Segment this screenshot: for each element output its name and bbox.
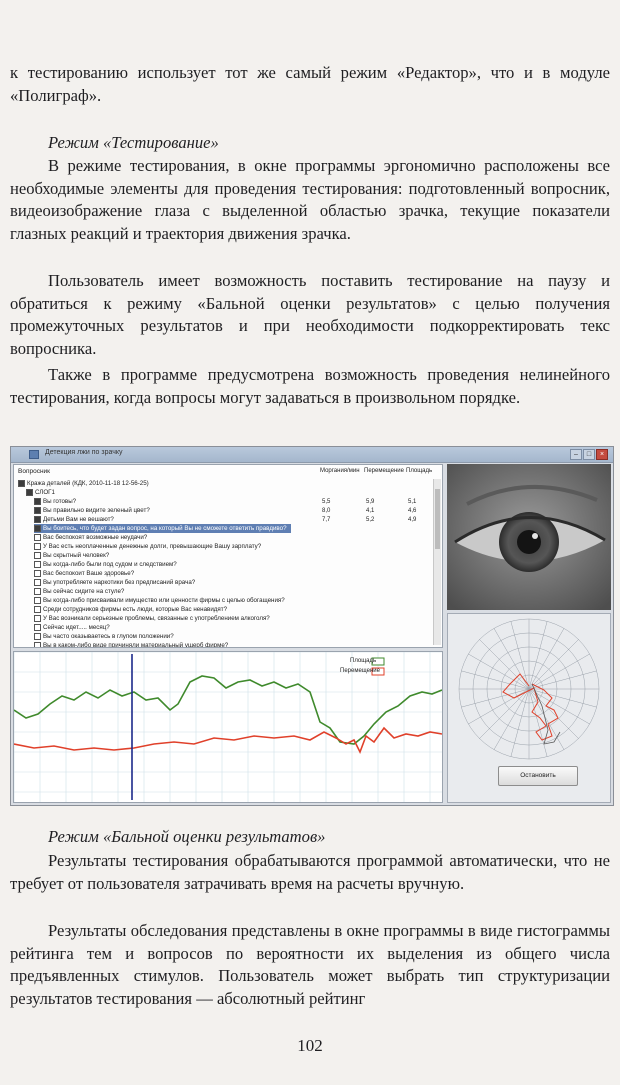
checkbox-icon[interactable] bbox=[34, 570, 41, 577]
legend-movement: Перемещение bbox=[340, 668, 380, 674]
tree-item-label: Сейчас идет..... месяц? bbox=[43, 624, 110, 631]
tree-item-label: Вы сейчас сидите на стуле? bbox=[43, 588, 125, 595]
tree-item-label: Вы скрытный человек? bbox=[43, 552, 110, 559]
heading-scoring-mode: Режим «Бальной оценки результатов» bbox=[48, 827, 326, 846]
value-cell: 5,5 bbox=[322, 499, 331, 505]
checkbox-icon[interactable] bbox=[34, 498, 41, 505]
value-cell: 5,2 bbox=[366, 517, 375, 523]
question-item[interactable] bbox=[34, 551, 109, 560]
question-item[interactable] bbox=[34, 623, 110, 632]
paragraph-3: Пользователь имеет возможность поставить тестирование на паузу и обратиться к режиму «Бальной оценки результатов» с целью получения промежуточных результатов и при необходимости подкорректировать текс вопросника. bbox=[10, 271, 610, 358]
tree-item-label: Вас беспокоит Ваше здоровье? bbox=[43, 570, 135, 577]
tree-item-label: Вы часто оказываетесь в глупом положении? bbox=[43, 633, 174, 640]
checkbox-icon[interactable] bbox=[34, 606, 41, 613]
value-cell: 4,6 bbox=[408, 508, 417, 514]
question-item[interactable] bbox=[34, 560, 177, 569]
vertical-scrollbar[interactable] bbox=[433, 479, 441, 645]
eye-video bbox=[447, 464, 611, 610]
pupil-trajectory-plot bbox=[447, 613, 611, 803]
tree-item-label: Детьми Вам не вешают? bbox=[43, 516, 114, 523]
checkbox-icon[interactable] bbox=[34, 588, 41, 595]
tree-item-label: СЛОГ1 bbox=[35, 489, 55, 496]
tree-item-label: Вы правильно видите зеленый цвет? bbox=[43, 507, 150, 514]
question-item[interactable] bbox=[34, 569, 134, 578]
question-item[interactable] bbox=[34, 497, 76, 506]
tree-item-label: У Вас есть неоплаченные денежные долги, превышающие Вашу зарплату? bbox=[43, 543, 262, 550]
value-cell: 4,9 bbox=[408, 517, 417, 523]
checkbox-icon[interactable] bbox=[34, 624, 41, 631]
tree-item-label: Вы когда-либо были под судом и следствием? bbox=[43, 561, 177, 568]
question-item[interactable] bbox=[34, 506, 150, 515]
questionnaire-panel bbox=[13, 464, 443, 648]
question-item[interactable] bbox=[34, 524, 291, 533]
tree-group[interactable] bbox=[26, 488, 55, 497]
value-cell: 4,1 bbox=[366, 508, 375, 514]
value-cell: 8,0 bbox=[322, 508, 331, 514]
column-header-movement: Перемещение bbox=[364, 468, 404, 474]
checkbox-icon[interactable] bbox=[34, 534, 41, 541]
paragraph-2: В режиме тестирования, в окне программы эргономично расположены все необходимые элементы для проведения тестирования: подготовленный вопросник, видеоизображение глаза с выделенной областью зрачка, текущие показатели глазных реакций и траектория движения зрачка. bbox=[10, 156, 610, 243]
close-icon[interactable]: × bbox=[596, 449, 608, 460]
tree-item-label: Кража деталей (КДК, 2010-11-18 12-56-25) bbox=[27, 480, 149, 487]
app-icon bbox=[29, 450, 39, 459]
checkbox-icon[interactable] bbox=[34, 615, 41, 622]
checkbox-icon[interactable] bbox=[34, 507, 41, 514]
checkbox-icon[interactable] bbox=[34, 642, 41, 648]
questionnaire-title: Вопросник bbox=[18, 468, 51, 475]
column-header-area: Площадь bbox=[406, 468, 433, 474]
value-cell: 5,1 bbox=[408, 499, 417, 505]
paragraph-1: к тестированию использует тот же самый режим «Редактор», что и в модуле «Полиграф». bbox=[10, 63, 610, 105]
value-cell: 7,7 bbox=[322, 517, 331, 523]
question-item[interactable] bbox=[34, 641, 228, 648]
column-header-blinks: Моргания/мин bbox=[320, 468, 360, 474]
tree-item-label: Вы употребляете наркотики без предписаний врача? bbox=[43, 579, 196, 586]
question-item[interactable] bbox=[34, 578, 195, 587]
window-title: Детекция лжи по зрачку bbox=[45, 449, 123, 456]
tree-item-label: Вас беспокоят возможные неудачи? bbox=[43, 534, 148, 541]
minimize-icon[interactable]: – bbox=[570, 449, 582, 460]
checkbox-icon[interactable] bbox=[26, 489, 33, 496]
window-controls bbox=[570, 449, 610, 460]
tree-item-label: Вы боитесь, что будет задан вопрос, на который Вы не сможете ответить правдиво? bbox=[43, 525, 287, 532]
tree-item-label: Вы когда-либо присваивали имущество или ценности фирмы с целью обогащения? bbox=[43, 597, 285, 604]
tree-root[interactable] bbox=[18, 479, 149, 488]
question-item[interactable] bbox=[34, 515, 114, 524]
checkbox-icon[interactable] bbox=[34, 579, 41, 586]
paragraph-5: Результаты тестирования обрабатываются программой автоматически, что не требует от пользователя затрачивать время на расчеты вручную. bbox=[10, 851, 610, 893]
legend-area: Площадь bbox=[350, 658, 377, 664]
question-item[interactable] bbox=[34, 605, 227, 614]
checkbox-icon[interactable] bbox=[34, 561, 41, 568]
question-item[interactable] bbox=[34, 587, 124, 596]
heading-testing-mode: Режим «Тестирование» bbox=[48, 133, 219, 152]
checkbox-icon[interactable] bbox=[34, 633, 41, 640]
checkbox-icon[interactable] bbox=[18, 480, 25, 487]
question-item[interactable] bbox=[34, 542, 261, 551]
page-number: 102 bbox=[297, 1036, 323, 1055]
question-item[interactable] bbox=[34, 632, 174, 641]
checkbox-icon[interactable] bbox=[34, 543, 41, 550]
checkbox-icon[interactable] bbox=[34, 597, 41, 604]
value-cell: 5,9 bbox=[366, 499, 375, 505]
question-item[interactable] bbox=[34, 533, 147, 542]
question-item[interactable] bbox=[34, 596, 285, 605]
tree-item-label: Вы готовы? bbox=[43, 498, 77, 505]
program-screenshot bbox=[10, 446, 614, 806]
window-titlebar bbox=[11, 447, 613, 463]
maximize-icon[interactable]: □ bbox=[583, 449, 595, 460]
tree-item-label: Среди сотрудников фирмы есть люди, которые Вас ненавидят? bbox=[43, 606, 228, 613]
paragraph-6: Результаты обследования представлены в окне программы в виде гистограммы рейтинга тем и вопросов по вероятности их выделения из общего числа предъявленных стимулов. Пользователь может выбрать тип структуризации результатов тестирования — абсолютный рейтинг bbox=[10, 921, 610, 1008]
checkbox-icon[interactable] bbox=[34, 552, 41, 559]
question-item[interactable] bbox=[34, 614, 270, 623]
stop-button[interactable]: Остановить bbox=[498, 766, 578, 786]
checkbox-icon[interactable] bbox=[34, 525, 41, 532]
tree-item-label: Вы в каком-либо виде причиняли материальный ущерб фирме? bbox=[43, 642, 229, 648]
tree-item-label: У Вас возникали серьезные проблемы, связанные с употреблением алкоголя? bbox=[43, 615, 270, 622]
reaction-graph bbox=[13, 651, 443, 803]
checkbox-icon[interactable] bbox=[34, 516, 41, 523]
paragraph-4: Также в программе предусмотрена возможность проведения нелинейного тестирования, когда вопросы могут задаваться в произвольном порядке. bbox=[10, 365, 610, 407]
